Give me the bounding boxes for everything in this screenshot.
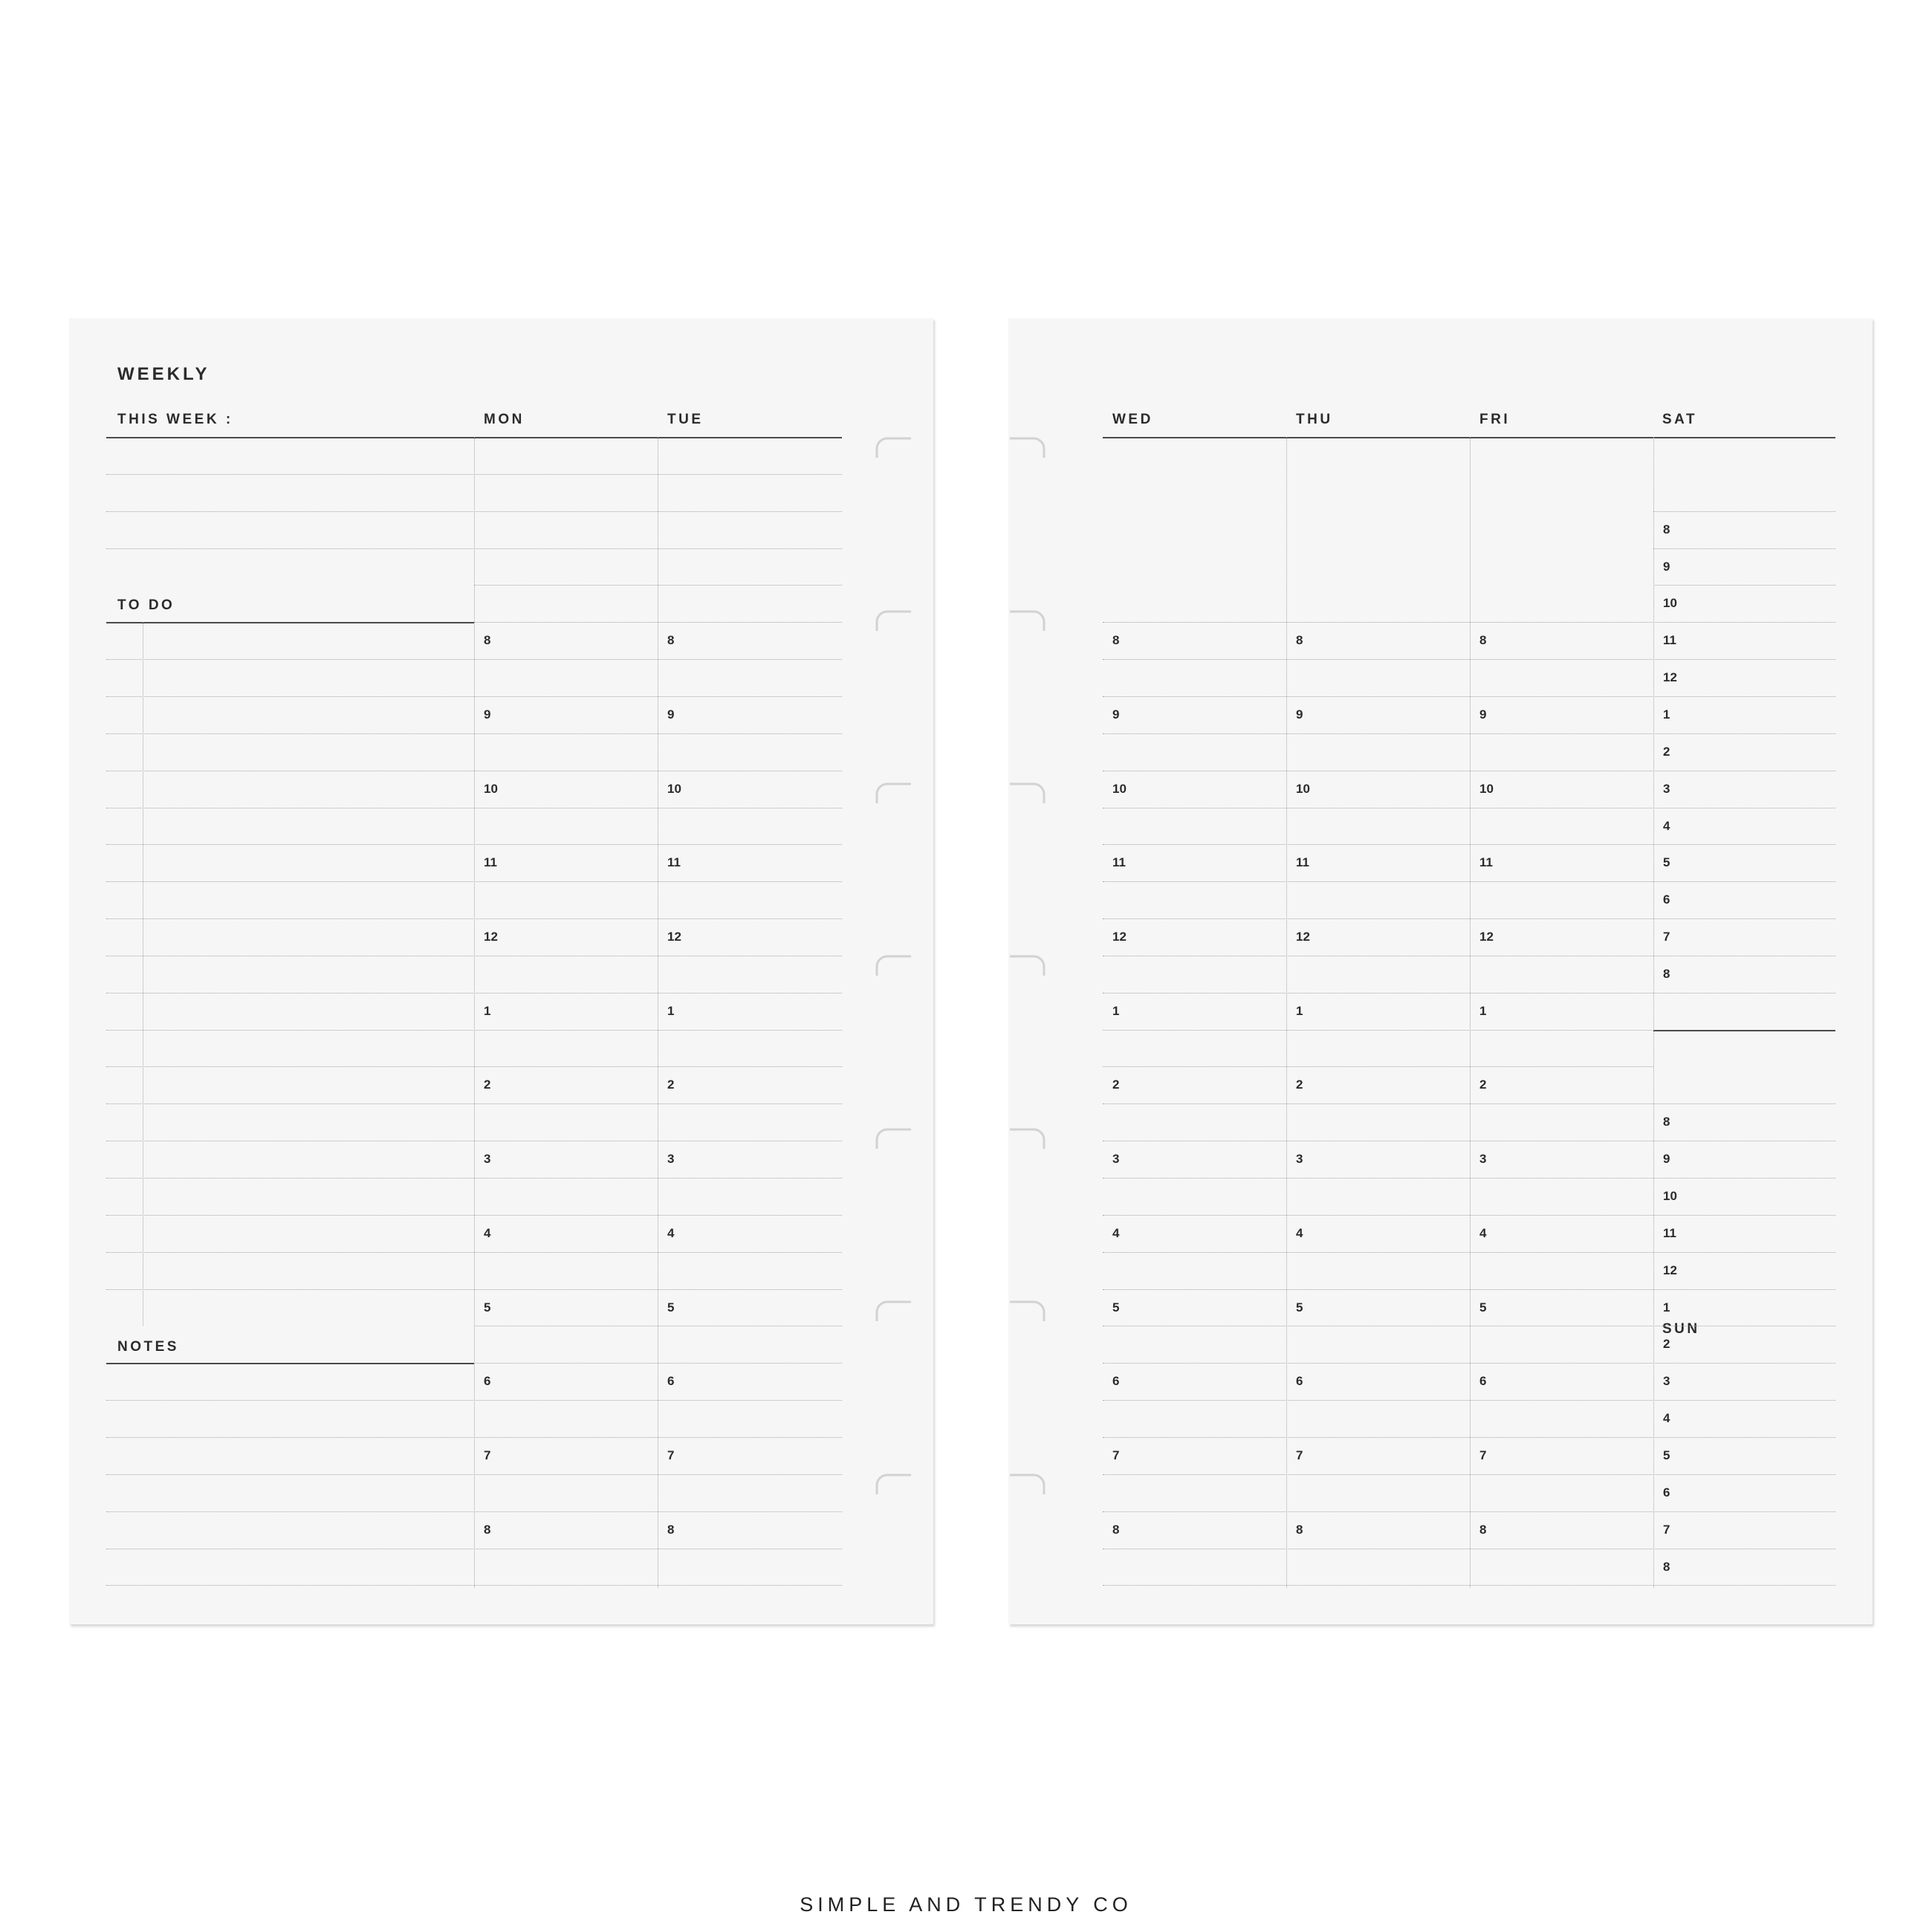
grid-line [1103, 1437, 1835, 1438]
hour-label-mon: 11 [484, 855, 497, 870]
day-header-tue: TUE [667, 412, 704, 427]
hour-label-tue: 7 [667, 1448, 675, 1462]
hour-label-tue: 9 [667, 707, 675, 722]
ring-notch-right [1007, 606, 1051, 638]
hour-label-thu: 11 [1296, 855, 1309, 870]
hour-label-sat: 10 [1663, 596, 1677, 611]
todo-rule [106, 622, 474, 623]
hour-label-tue: 10 [667, 781, 681, 796]
hour-label-sun: 10 [1663, 1189, 1677, 1203]
hour-label-thu: 12 [1296, 930, 1310, 944]
hour-label-sun: 7 [1663, 1522, 1670, 1537]
hour-label-tue: 8 [667, 1522, 675, 1537]
ring-notch-left [869, 1124, 914, 1156]
hour-label-sat: 1 [1663, 707, 1670, 722]
hour-label-tue: 12 [667, 930, 681, 944]
ring-notch-left [869, 1296, 914, 1329]
hour-label-wed: 5 [1112, 1300, 1120, 1315]
grid-line [1103, 844, 1835, 845]
hour-label-fri: 10 [1479, 781, 1494, 796]
hour-label-sun: 8 [1663, 1115, 1670, 1129]
column-divider-sat [1653, 437, 1654, 1030]
grid-line [1103, 1103, 1835, 1104]
hour-label-wed: 9 [1112, 707, 1120, 722]
column-divider-mon [474, 437, 475, 1588]
hour-label-wed: 6 [1112, 1374, 1120, 1389]
hour-label-sun: 5 [1663, 1448, 1670, 1462]
column-divider-fri [1470, 437, 1471, 1588]
grid-line [1103, 1400, 1835, 1401]
hour-label-sat: 5 [1663, 855, 1670, 870]
hour-label-sat: 11 [1663, 633, 1676, 648]
hour-label-fri: 8 [1479, 633, 1487, 648]
hour-label-sun: 12 [1663, 1262, 1677, 1277]
ring-notch-left [869, 950, 914, 983]
ring-notch-left [869, 1469, 914, 1502]
hour-label-sat: 8 [1663, 966, 1670, 981]
grid-line [1103, 1030, 1653, 1031]
grid-line [1103, 881, 1835, 882]
header-rule [1103, 437, 1835, 438]
hour-label-wed: 4 [1112, 1225, 1120, 1240]
hour-label-wed: 8 [1112, 633, 1120, 648]
hour-label-sat: 8 [1663, 522, 1670, 537]
hour-label-thu: 8 [1296, 633, 1303, 648]
hour-label-thu: 6 [1296, 1374, 1303, 1389]
hour-label-sun: 11 [1663, 1225, 1676, 1240]
hour-label-sat: 2 [1663, 744, 1670, 759]
grid-line [1103, 1066, 1653, 1067]
grid-line [1103, 659, 1835, 660]
hour-label-thu: 3 [1296, 1152, 1303, 1167]
hour-label-fri: 7 [1479, 1448, 1487, 1462]
notes-rule [106, 1363, 474, 1364]
hour-label-tue: 3 [667, 1152, 675, 1167]
hour-label-thu: 5 [1296, 1300, 1303, 1315]
grid-line [1103, 622, 1835, 623]
hour-label-sat: 9 [1663, 559, 1670, 574]
hour-label-sat: 3 [1663, 781, 1670, 796]
hour-label-mon: 8 [484, 1522, 491, 1537]
page-title: WEEKLY [117, 364, 210, 384]
hour-label-sat: 12 [1663, 670, 1677, 685]
hour-label-thu: 2 [1296, 1077, 1303, 1092]
hour-label-mon: 1 [484, 1003, 491, 1018]
hour-label-fri: 12 [1479, 930, 1494, 944]
hour-label-mon: 3 [484, 1152, 491, 1167]
hour-label-sat: 7 [1663, 930, 1670, 944]
hour-label-sun: 6 [1663, 1485, 1670, 1500]
hour-label-sun: 8 [1663, 1559, 1670, 1574]
hour-label-fri: 8 [1479, 1522, 1487, 1537]
hour-label-sat: 4 [1663, 818, 1670, 833]
hour-label-wed: 7 [1112, 1448, 1120, 1462]
grid-line [1103, 733, 1835, 734]
hour-label-sun: 4 [1663, 1411, 1670, 1426]
hour-label-fri: 4 [1479, 1225, 1487, 1240]
day-header-fri: FRI [1479, 412, 1511, 427]
day-header-wed: WED [1112, 412, 1153, 427]
grid-line [1103, 1511, 1835, 1512]
hour-label-wed: 3 [1112, 1152, 1120, 1167]
ring-notch-right [1007, 778, 1051, 811]
ring-notch-right [1007, 432, 1051, 465]
hour-label-tue: 6 [667, 1374, 675, 1389]
planner-page-right [1008, 318, 1873, 1624]
grid-line [1653, 548, 1835, 549]
hour-label-wed: 1 [1112, 1003, 1120, 1018]
hour-label-tue: 8 [667, 633, 675, 648]
hour-label-thu: 1 [1296, 1003, 1303, 1018]
grid-line [1103, 918, 1835, 919]
hour-label-thu: 7 [1296, 1448, 1303, 1462]
brand-footer: SIMPLE AND TRENDY CO [800, 1893, 1132, 1916]
planner-page-left [69, 318, 933, 1624]
grid-line [1103, 1363, 1835, 1364]
hour-label-wed: 11 [1112, 855, 1126, 870]
hour-label-tue: 1 [667, 1003, 675, 1018]
hour-label-tue: 5 [667, 1300, 675, 1315]
hour-label-fri: 2 [1479, 1077, 1487, 1092]
sun-rule [1653, 1030, 1835, 1031]
ring-notch-right [1007, 1124, 1051, 1156]
hour-label-mon: 5 [484, 1300, 491, 1315]
column-divider-sun [1653, 1030, 1654, 1588]
day-header-sun: SUN [1662, 1321, 1700, 1337]
hour-label-sun: 2 [1663, 1337, 1670, 1352]
grid-line [1103, 1178, 1835, 1179]
hour-label-mon: 7 [484, 1448, 491, 1462]
hour-label-mon: 6 [484, 1374, 491, 1389]
column-divider-thu [1286, 437, 1287, 1588]
grid-line [1103, 1215, 1835, 1216]
hour-label-mon: 4 [484, 1225, 491, 1240]
hour-label-thu: 4 [1296, 1225, 1303, 1240]
hour-label-sun: 3 [1663, 1374, 1670, 1389]
ring-notch-left [869, 606, 914, 638]
hour-label-sun: 9 [1663, 1152, 1670, 1167]
todo-label: TO DO [117, 597, 175, 613]
day-header-sat: SAT [1662, 412, 1698, 427]
ring-notch-left [869, 778, 914, 811]
grid-line [1103, 1474, 1835, 1475]
ring-notch-left [869, 432, 914, 465]
grid-line [1103, 1289, 1835, 1290]
ring-notch-right [1007, 1296, 1051, 1329]
hour-label-tue: 2 [667, 1077, 675, 1092]
this-week-label: THIS WEEK : [117, 412, 233, 427]
hour-label-wed: 2 [1112, 1077, 1120, 1092]
hour-label-thu: 10 [1296, 781, 1310, 796]
hour-label-sat: 6 [1663, 892, 1670, 907]
hour-label-mon: 10 [484, 781, 498, 796]
hour-label-sun: 1 [1663, 1300, 1670, 1315]
grid-line [1653, 585, 1835, 586]
ring-notch-right [1007, 950, 1051, 983]
hour-label-thu: 9 [1296, 707, 1303, 722]
grid-line [1103, 1252, 1835, 1253]
hour-label-mon: 8 [484, 633, 491, 648]
day-header-thu: THU [1296, 412, 1333, 427]
hour-label-fri: 1 [1479, 1003, 1487, 1018]
day-header-mon: MON [484, 412, 525, 427]
grid-line [1103, 1585, 1835, 1586]
hour-label-fri: 5 [1479, 1300, 1487, 1315]
hour-label-mon: 9 [484, 707, 491, 722]
grid-line [1103, 696, 1835, 697]
hour-label-wed: 12 [1112, 930, 1127, 944]
hour-label-wed: 10 [1112, 781, 1127, 796]
hour-label-tue: 11 [667, 855, 681, 870]
hour-label-tue: 4 [667, 1225, 675, 1240]
hour-label-mon: 2 [484, 1077, 491, 1092]
hour-label-fri: 6 [1479, 1374, 1487, 1389]
hour-label-fri: 11 [1479, 855, 1493, 870]
hour-label-fri: 3 [1479, 1152, 1487, 1167]
notes-label: NOTES [117, 1339, 179, 1355]
ring-notch-right [1007, 1469, 1051, 1502]
hour-label-fri: 9 [1479, 707, 1487, 722]
hour-label-thu: 8 [1296, 1522, 1303, 1537]
hour-label-mon: 12 [484, 930, 498, 944]
hour-label-wed: 8 [1112, 1522, 1120, 1537]
grid-line [1653, 511, 1835, 512]
